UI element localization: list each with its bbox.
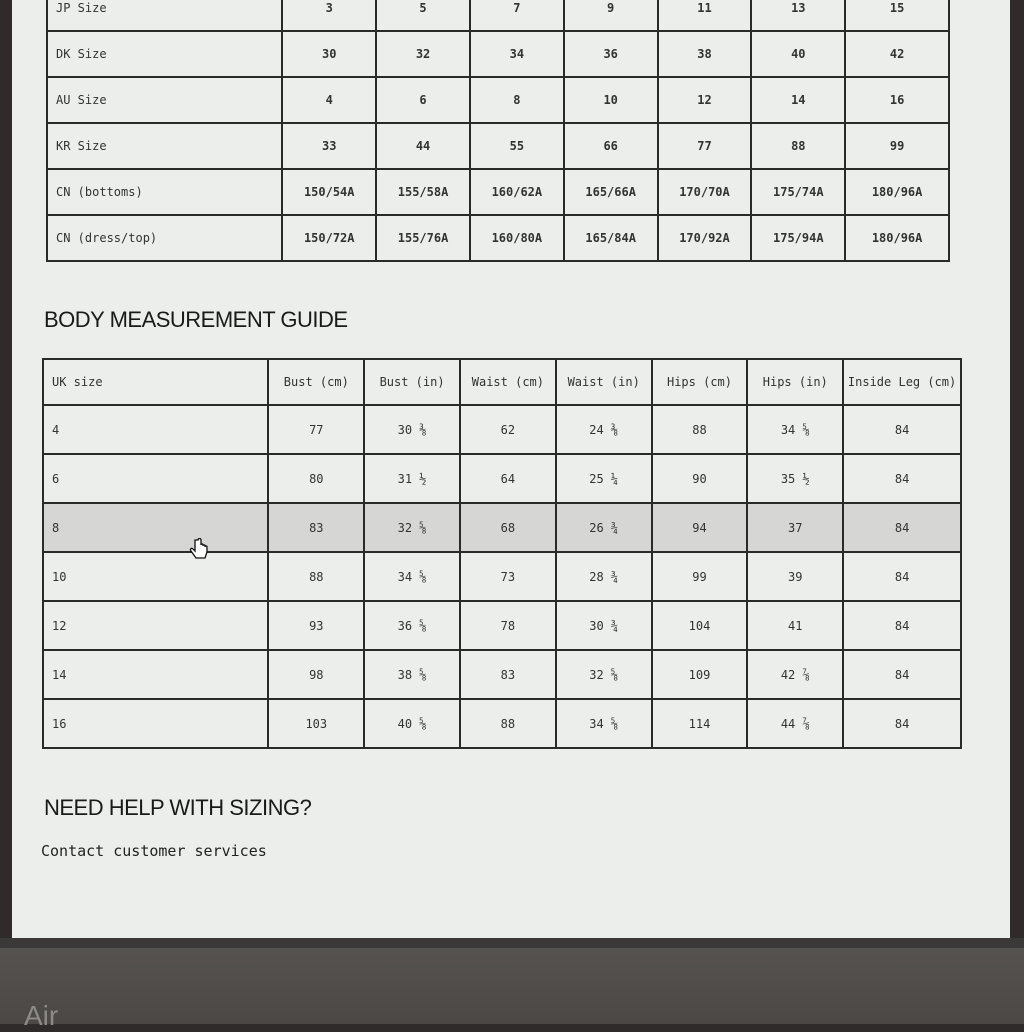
table-cell: 30 (282, 31, 376, 77)
table-cell: 77 (658, 123, 752, 169)
uk-size-cell: 12 (43, 601, 268, 650)
table-cell: 84 (843, 552, 961, 601)
table-cell: 34 ⅝ (747, 405, 843, 454)
table-cell: 94 (652, 503, 748, 552)
table-cell: 160/62A (470, 169, 564, 215)
table-cell: 36 ⅝ (364, 601, 460, 650)
table-cell: 24 ⅜ (556, 405, 652, 454)
table-cell: 39 (747, 552, 843, 601)
column-header: Waist (in) (556, 359, 652, 405)
table-cell: 8 (470, 77, 564, 123)
table-cell: 165/66A (564, 169, 658, 215)
table-cell: 83 (460, 650, 556, 699)
table-cell: 41 (747, 601, 843, 650)
table-cell: 40 ⅝ (364, 699, 460, 748)
column-header: Bust (cm) (268, 359, 364, 405)
table-cell: 38 ⅝ (364, 650, 460, 699)
table-cell: 99 (652, 552, 748, 601)
table-cell: 150/54A (282, 169, 376, 215)
table-cell: 37 (747, 503, 843, 552)
table-row (47, 169, 949, 215)
table-cell: 34 (470, 31, 564, 77)
table-row (43, 405, 961, 454)
table-cell: 84 (843, 503, 961, 552)
row-label: AU Size (47, 77, 282, 123)
table-cell: 33 (282, 123, 376, 169)
browser-viewport (12, 0, 1010, 938)
hand-pointer-icon (188, 538, 210, 564)
table-cell: 93 (268, 601, 364, 650)
row-label: DK Size (47, 31, 282, 77)
row-label: CN (bottoms) (47, 169, 282, 215)
table-cell: 32 ⅝ (556, 650, 652, 699)
row-label: CN (dress/top) (47, 215, 282, 261)
table-cell: 3 (282, 0, 376, 31)
table-cell: 28 ¾ (556, 552, 652, 601)
measurement-guide-title: BODY MEASUREMENT GUIDE (44, 307, 348, 332)
table-cell: 180/96A (845, 215, 949, 261)
table-cell: 175/94A (751, 215, 845, 261)
table-cell: 32 (376, 31, 470, 77)
table-cell: 35 ½ (747, 454, 843, 503)
table-cell: 10 (564, 77, 658, 123)
table-cell: 34 ⅝ (556, 699, 652, 748)
table-cell: 150/72A (282, 215, 376, 261)
column-header: Hips (cm) (652, 359, 748, 405)
table-cell: 109 (652, 650, 748, 699)
table-row (43, 454, 961, 503)
table-row (43, 552, 961, 601)
laptop-bezel (0, 938, 1024, 1024)
table-cell: 16 (845, 77, 949, 123)
table-cell: 25 ¼ (556, 454, 652, 503)
table-cell: 30 ¾ (556, 601, 652, 650)
table-cell: 88 (751, 123, 845, 169)
table-cell: 80 (268, 454, 364, 503)
table-cell: 62 (460, 405, 556, 454)
table-cell: 14 (751, 77, 845, 123)
table-cell: 103 (268, 699, 364, 748)
table-row (43, 650, 961, 699)
table-cell: 83 (268, 503, 364, 552)
table-cell: 7 (470, 0, 564, 31)
table-cell: 11 (658, 0, 752, 31)
table-cell: 165/84A (564, 215, 658, 261)
table-cell: 77 (268, 405, 364, 454)
table-cell: 13 (751, 0, 845, 31)
table-cell: 34 ⅝ (364, 552, 460, 601)
table-cell: 30 ⅜ (364, 405, 460, 454)
table-cell: 98 (268, 650, 364, 699)
contact-customer-services-link[interactable]: Contact customer services (41, 842, 267, 860)
uk-size-cell: 6 (43, 454, 268, 503)
table-cell: 175/74A (751, 169, 845, 215)
table-cell: 44 ⅞ (747, 699, 843, 748)
table-cell: 84 (843, 699, 961, 748)
table-cell: 26 ¾ (556, 503, 652, 552)
column-header: Hips (in) (747, 359, 843, 405)
table-cell: 84 (843, 405, 961, 454)
table-cell: 36 (564, 31, 658, 77)
table-cell: 114 (652, 699, 748, 748)
table-row (43, 601, 961, 650)
column-header: UK size (43, 359, 268, 405)
table-cell: 155/76A (376, 215, 470, 261)
table-cell: 6 (376, 77, 470, 123)
international-size-table (46, 0, 950, 262)
body-measurement-table (42, 358, 962, 749)
table-cell: 99 (845, 123, 949, 169)
table-cell: 9 (564, 0, 658, 31)
table-cell: 64 (460, 454, 556, 503)
uk-size-cell: 10 (43, 552, 268, 601)
table-row (43, 503, 961, 552)
table-cell: 42 (845, 31, 949, 77)
column-header: Waist (cm) (460, 359, 556, 405)
table-cell: 5 (376, 0, 470, 31)
table-cell: 78 (460, 601, 556, 650)
sizing-help-title: NEED HELP WITH SIZING? (44, 795, 312, 820)
table-cell: 66 (564, 123, 658, 169)
uk-size-cell: 16 (43, 699, 268, 748)
table-cell: 170/70A (658, 169, 752, 215)
table-cell: 68 (460, 503, 556, 552)
table-cell: 38 (658, 31, 752, 77)
table-cell: 32 ⅝ (364, 503, 460, 552)
table-cell: 73 (460, 552, 556, 601)
table-cell: 180/96A (845, 169, 949, 215)
table-cell: 31 ½ (364, 454, 460, 503)
table-cell: 4 (282, 77, 376, 123)
column-header: Bust (in) (364, 359, 460, 405)
row-label: KR Size (47, 123, 282, 169)
table-header-row (43, 359, 961, 405)
table-cell: 40 (751, 31, 845, 77)
table-cell: 155/58A (376, 169, 470, 215)
table-row (47, 77, 949, 123)
row-label: JP Size (47, 0, 282, 31)
uk-size-cell: 14 (43, 650, 268, 699)
table-cell: 44 (376, 123, 470, 169)
table-row (47, 215, 949, 261)
table-row (47, 31, 949, 77)
table-cell: 84 (843, 650, 961, 699)
table-cell: 84 (843, 454, 961, 503)
table-cell: 88 (268, 552, 364, 601)
table-row (47, 123, 949, 169)
table-cell: 170/92A (658, 215, 752, 261)
table-cell: 42 ⅞ (747, 650, 843, 699)
table-cell: 90 (652, 454, 748, 503)
column-header: Inside Leg (cm) (843, 359, 961, 405)
table-row (47, 0, 949, 31)
uk-size-cell: 4 (43, 405, 268, 454)
bezel-label: Air (24, 1000, 59, 1031)
table-cell: 15 (845, 0, 949, 31)
table-row (43, 699, 961, 748)
uk-size-cell: 8 (43, 503, 268, 552)
table-cell: 160/80A (470, 215, 564, 261)
table-cell: 84 (843, 601, 961, 650)
table-cell: 88 (652, 405, 748, 454)
table-cell: 88 (460, 699, 556, 748)
table-cell: 55 (470, 123, 564, 169)
table-cell: 104 (652, 601, 748, 650)
table-cell: 12 (658, 77, 752, 123)
